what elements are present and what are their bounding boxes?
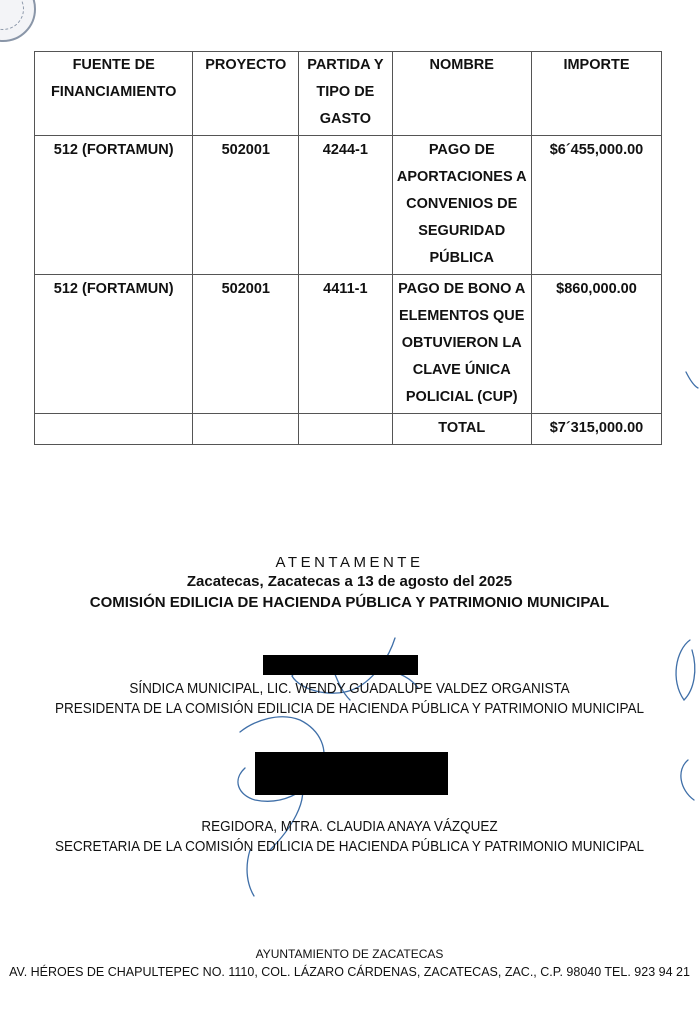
header-partida: PARTIDA Y TIPO DE GASTO [299, 52, 392, 136]
signatory-name: REGIDORA, MTRA. CLAUDIA ANAYA VÁZQUEZ [201, 819, 498, 835]
empty-cell [299, 414, 392, 445]
footer-address: AV. HÉROES DE CHAPULTEPEC NO. 1110, COL. LÁZARO CÁRDENAS, ZACATECAS, ZAC., C.P. 98040 TEL. 923 94 21 [9, 965, 690, 979]
table-total-row [35, 414, 662, 445]
redaction-bar [263, 655, 418, 675]
table-row [35, 275, 662, 414]
cell-partida: 4244-1 [299, 136, 392, 275]
place-date: Zacatecas, Zacatecas a 13 de agosto del 2025 [186, 573, 513, 590]
header-nombre: NOMBRE [392, 52, 531, 136]
cell-importe: $860,000.00 [531, 275, 661, 414]
cell-nombre: PAGO DE BONO A ELEMENTOS QUE OBTUVIERON LA CLAVE ÚNICA POLICIAL (CUP) [392, 275, 531, 414]
signatory-role: PRESIDENTA DE LA COMISIÓN EDILICIA DE HACIENDA PÚBLICA Y PATRIMONIO MUNICIPAL [54, 701, 644, 717]
committee-title: COMISIÓN EDILICIA DE HACIENDA PÚBLICA Y PATRIMONIO MUNICIPAL [89, 594, 610, 611]
cell-nombre: PAGO DE APORTACIONES A CONVENIOS DE SEGURIDAD PÚBLICA [392, 136, 531, 275]
header-importe: IMPORTE [531, 52, 661, 136]
total-value: $7´315,000.00 [531, 414, 661, 445]
footer-organization: AYUNTAMIENTO DE ZACATECAS [255, 947, 444, 961]
redaction-bar [255, 752, 448, 795]
cell-fuente: 512 (FORTAMUN) [35, 136, 193, 275]
cell-partida: 4411-1 [299, 275, 392, 414]
header-fuente: FUENTE DE FINANCIAMIENTO [35, 52, 193, 136]
empty-cell [193, 414, 299, 445]
cell-proyecto: 502001 [193, 136, 299, 275]
municipal-seal-icon [0, 0, 36, 42]
signatory-role: SECRETARIA DE LA COMISIÓN EDILICIA DE HACIENDA PÚBLICA Y PATRIMONIO MUNICIPAL [54, 839, 644, 855]
budget-table [34, 51, 662, 445]
total-label: TOTAL [392, 414, 531, 445]
empty-cell [35, 414, 193, 445]
cell-proyecto: 502001 [193, 275, 299, 414]
table-header-row [35, 52, 662, 136]
cell-importe: $6´455,000.00 [531, 136, 661, 275]
header-proyecto: PROYECTO [193, 52, 299, 136]
cell-fuente: 512 (FORTAMUN) [35, 275, 193, 414]
signatory-name: SÍNDICA MUNICIPAL, LIC. WENDY GUADALUPE VALDEZ ORGANISTA [129, 681, 570, 697]
table-row [35, 136, 662, 275]
salutation: ATENTAMENTE [275, 554, 424, 571]
